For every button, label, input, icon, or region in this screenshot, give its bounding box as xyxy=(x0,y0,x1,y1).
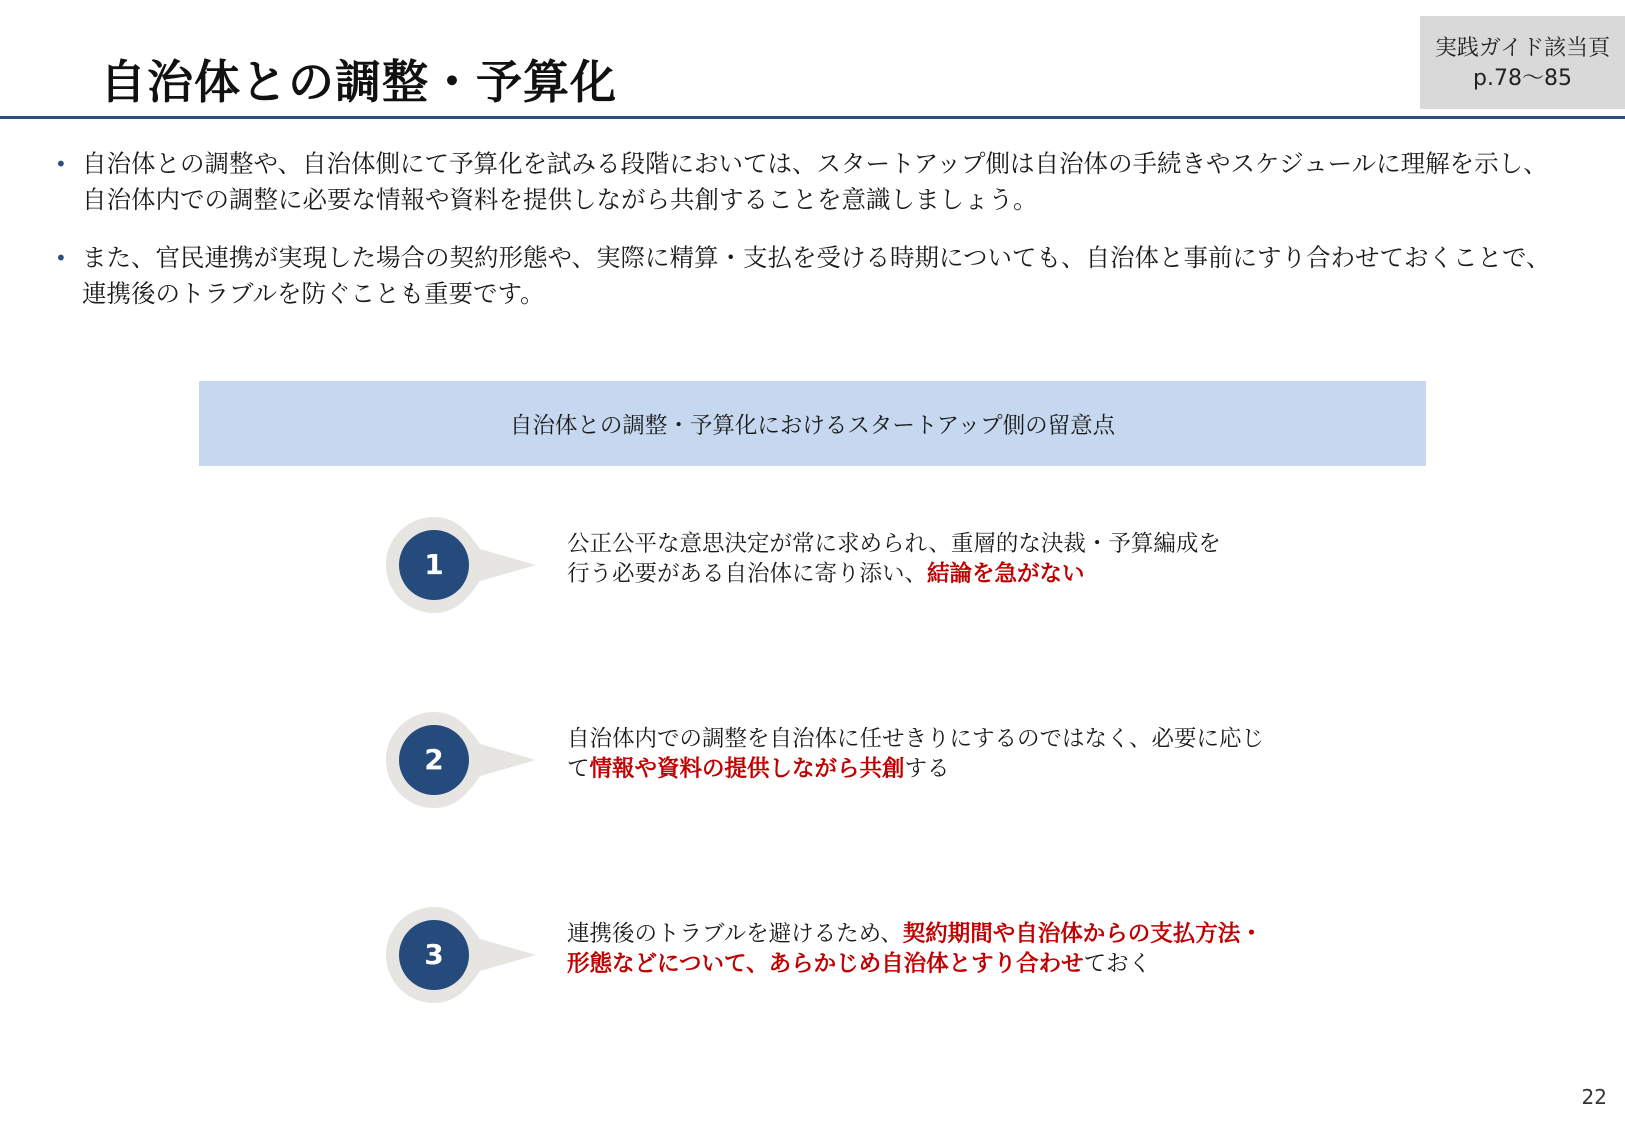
point-text-line xyxy=(567,919,1267,949)
bullet-marker: • xyxy=(55,246,67,270)
page-number: 22 xyxy=(1581,1085,1607,1109)
bullet-text-line: 自治体との調整や、自治体側にて予算化を試みる段階においては、スタートアップ側は自治体の手続きやスケジュールに理解を示し、 xyxy=(82,149,1548,178)
bullet-item xyxy=(55,146,1595,218)
point-text-line: 自治体内での調整を自治体に任せきりにするのではなく、必要に応じ xyxy=(567,726,1265,752)
point-text-emphasis: 結論を急がない xyxy=(927,561,1085,587)
point-item-2 xyxy=(384,710,1264,820)
point-text-plain: する xyxy=(904,756,950,782)
section-banner-title: 自治体との調整・予算化におけるスタートアップ側の留意点 xyxy=(509,412,1116,439)
point-text-plain: 行う必要がある自治体に寄り添い、 xyxy=(567,561,928,587)
guide-reference-box xyxy=(1420,16,1625,109)
point-text-line xyxy=(567,754,1267,784)
point-text-emphasis: 形態などについて、あらかじめ自治体とすり合わせ xyxy=(567,951,1084,977)
point-text-line xyxy=(567,559,1267,589)
point-text xyxy=(567,919,1267,979)
point-text xyxy=(567,724,1267,784)
point-number: 2 xyxy=(424,743,444,776)
point-item-1 xyxy=(384,515,1264,625)
point-text xyxy=(567,529,1267,589)
point-text-plain: 連携後のトラブルを避けるため、 xyxy=(567,921,903,947)
bullet-text-line: 自治体内での調整に必要な情報や資料を提供しながら共創することを意識しましょう。 xyxy=(82,185,1038,214)
point-item-3 xyxy=(384,905,1264,1015)
page-title: 自治体との調整・予算化 xyxy=(100,55,617,109)
section-banner xyxy=(199,381,1426,466)
point-number: 3 xyxy=(424,938,444,971)
point-text-plain: ておく xyxy=(1083,951,1152,977)
point-text-emphasis: 情報や資料の提供しながら共創 xyxy=(589,756,905,782)
title-divider xyxy=(0,116,1625,119)
point-text-plain: て xyxy=(567,756,590,782)
guide-reference-label: 実践ガイド該当頁 xyxy=(1434,36,1611,61)
bullet-marker: • xyxy=(55,152,67,176)
guide-reference-pages: p.78〜85 xyxy=(1473,66,1572,91)
bullet-item xyxy=(55,240,1595,312)
bullet-list xyxy=(55,146,1595,334)
point-number: 1 xyxy=(424,548,444,581)
point-text-line: 公正公平な意思決定が常に求められ、重層的な決裁・予算編成を xyxy=(567,531,1221,557)
point-text-emphasis: 契約期間や自治体からの支払方法・ xyxy=(902,921,1263,947)
bullet-text-line: 連携後のトラブルを防ぐことも重要です。 xyxy=(82,279,545,308)
bullet-text-line: また、官民連携が実現した場合の契約形態や、実際に精算・支払を受ける時期についても、自治体と事前にすり合わせておくことで、 xyxy=(82,243,1551,272)
point-text-line xyxy=(567,949,1267,979)
